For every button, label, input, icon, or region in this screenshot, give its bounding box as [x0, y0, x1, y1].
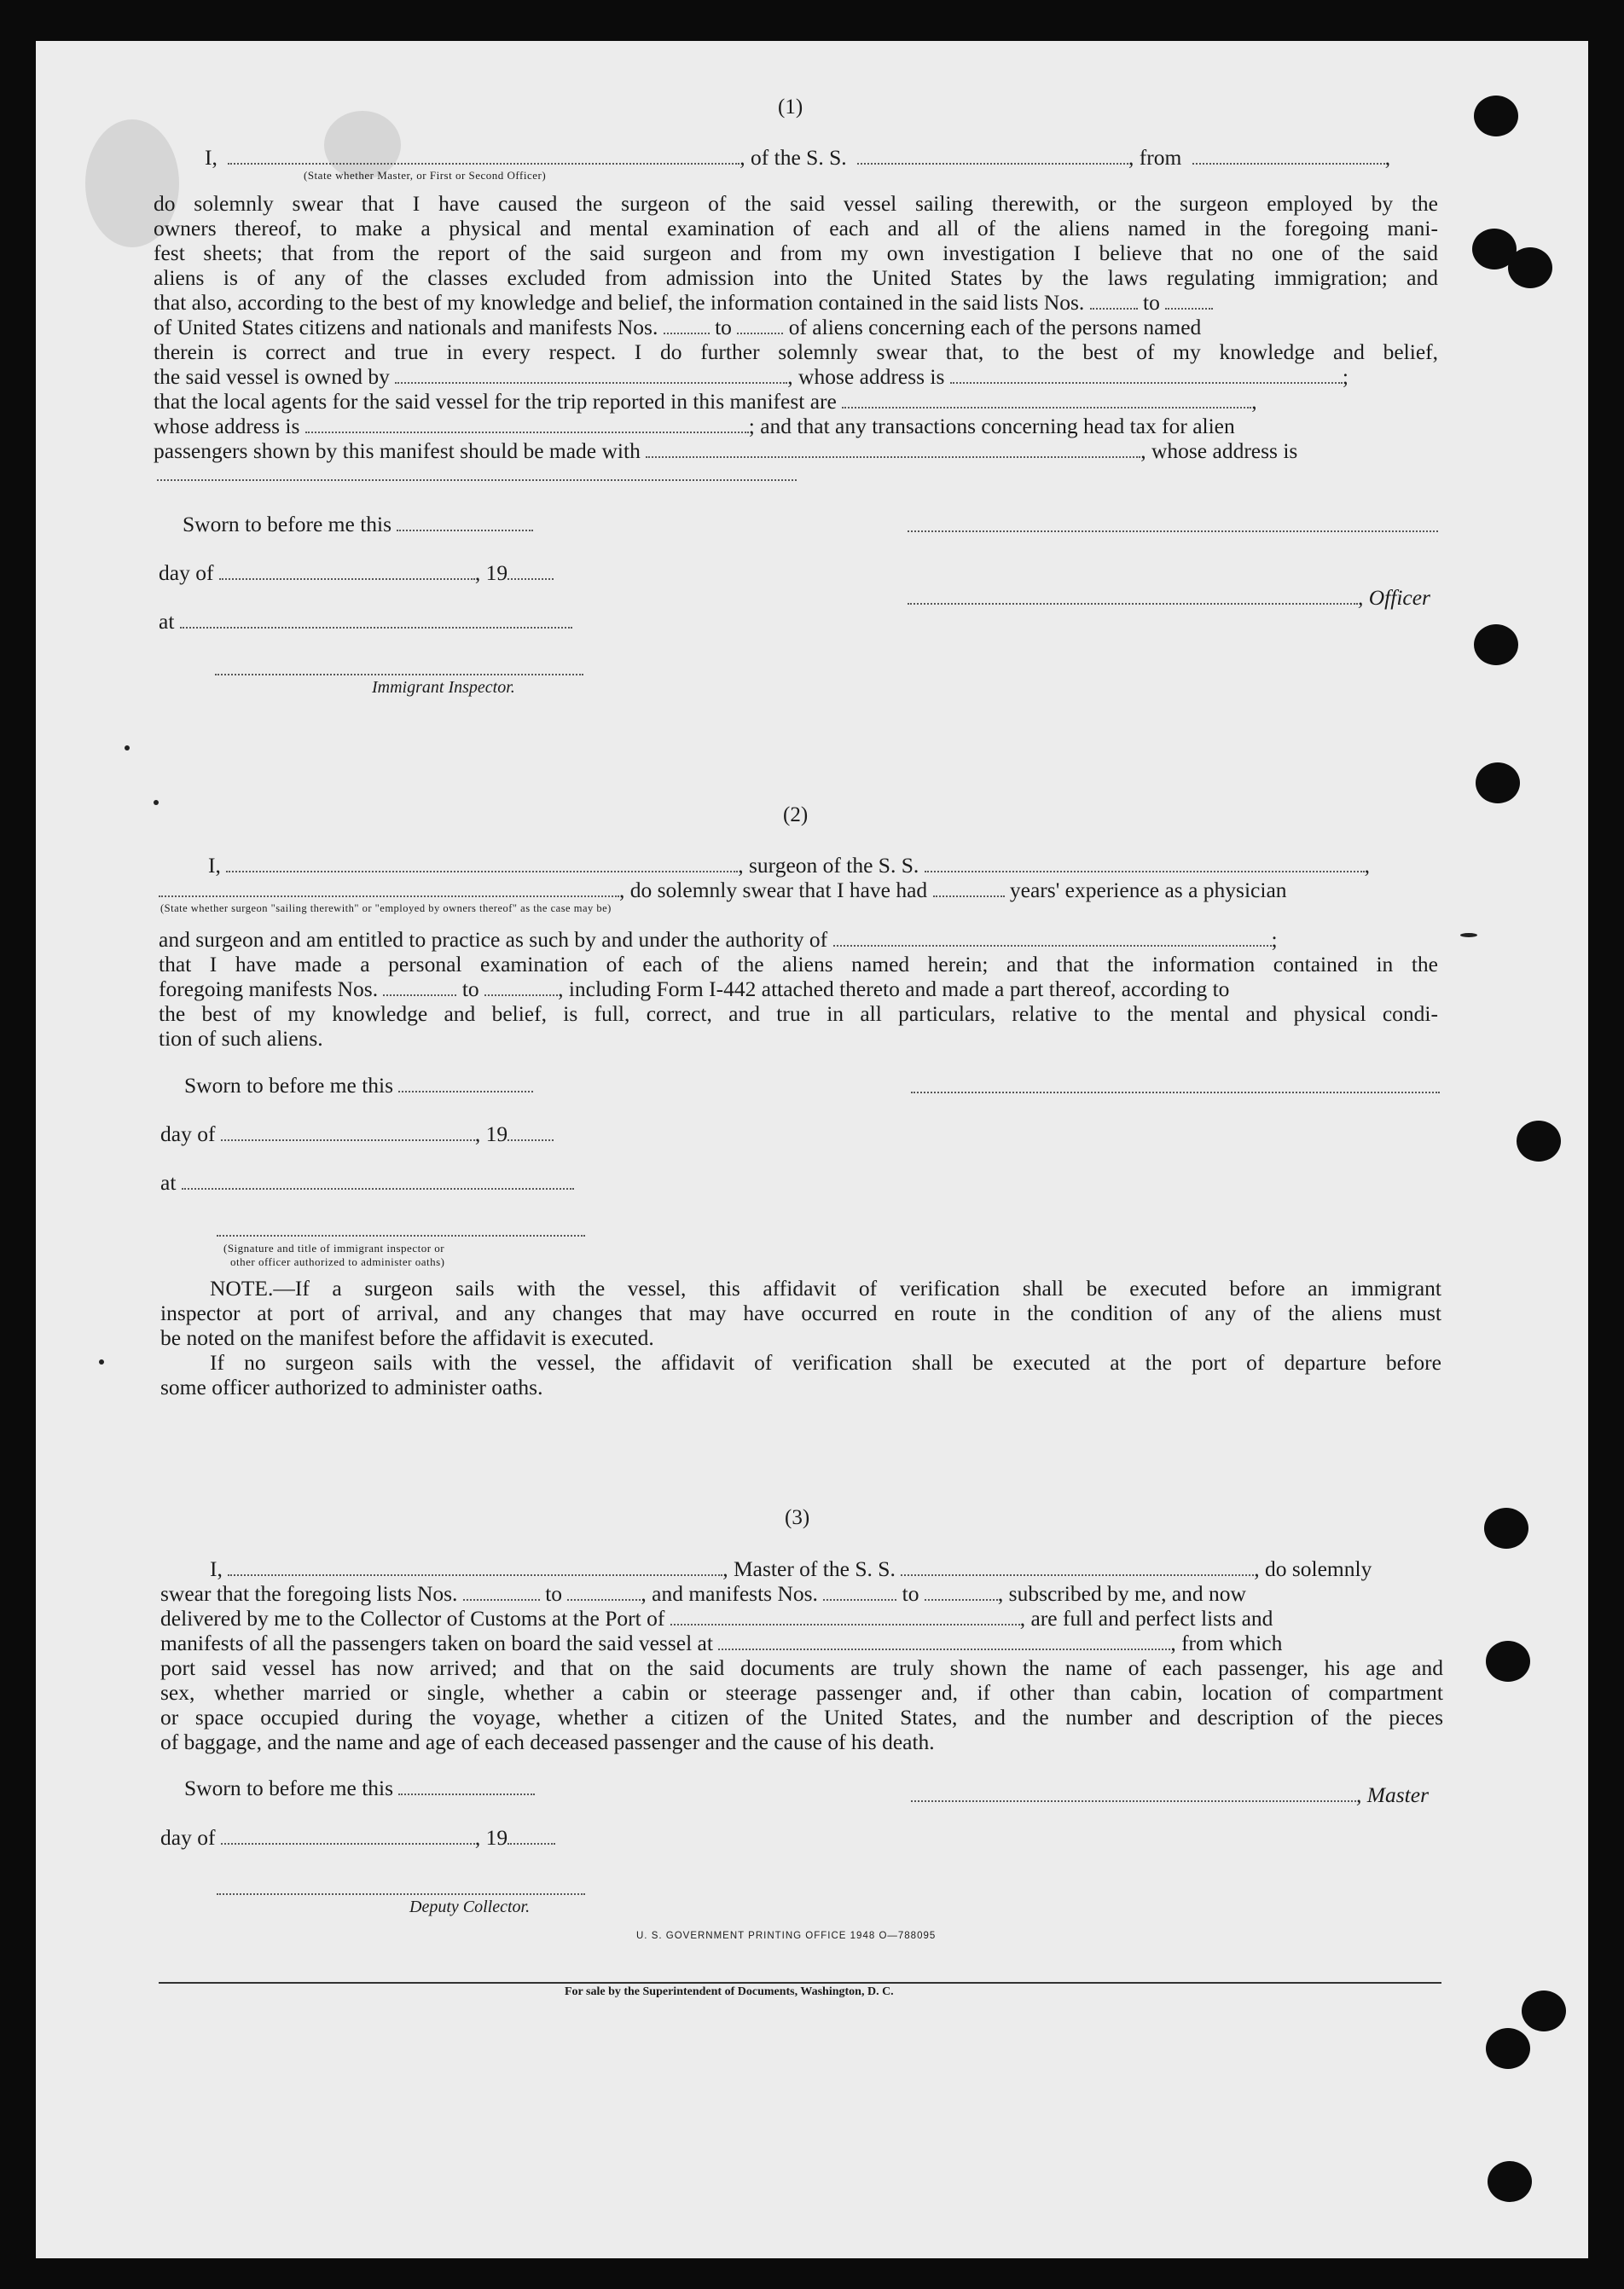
s2-signature-field[interactable]	[911, 1092, 1440, 1093]
s1-line-agents: that the local agents for the said vessel for the trip reported in this manifest are ,	[154, 389, 1257, 414]
s2-first-line: I, , surgeon of the S. S. ,	[208, 853, 1371, 878]
s3-lists-line: swear that the foregoing lists Nos. to , and manifests Nos. to , subscribed by me, and now	[160, 1581, 1246, 1606]
ink-speck	[1460, 933, 1477, 937]
s1-inspector-label: Immigrant Inspector.	[372, 678, 515, 697]
s2-line: the best of my knowledge and belief, is full, correct, and true in all particulars, relative to the mental and physical condi-	[159, 1001, 1438, 1026]
note-line: inspector at port of arrival, and any changes that may have occurred en route in the condition of any of the aliens must	[160, 1301, 1441, 1325]
s2-line: tion of such aliens.	[159, 1026, 323, 1051]
s2-manifests-line: foregoing manifests Nos. to , including Form I-442 attached thereto and made a part thereof, according to	[159, 976, 1230, 1001]
s1-line-owned: the said vessel is owned by , whose address is ;	[154, 364, 1348, 389]
s1-address-field[interactable]	[157, 479, 797, 481]
s1-line-manifests: of United States citizens and nationals and manifests Nos. to of aliens concerning each of the persons named	[154, 315, 1202, 339]
s3-line: port said vessel has now arrived; and that on the said documents are truly shown the name of each passenger, his age and	[160, 1655, 1443, 1680]
sale-notice: For sale by the Superintendent of Documents, Washington, D. C.	[565, 1985, 894, 1998]
s1-officer-hint: (State whether Master, or First or Second Officer)	[304, 169, 547, 182]
s1-dayof: day of , 19	[159, 560, 554, 585]
s3-master-line: , Master	[911, 1782, 1429, 1807]
punch-hole	[1486, 2028, 1530, 2069]
s3-board-line: manifests of all the passengers taken on board the said vessel at , from which	[160, 1631, 1283, 1655]
section-1-number: (1)	[778, 96, 803, 119]
s1-line: fest sheets; that from the report of the said surgeon and from my own investigation I believe that no one of the said	[154, 240, 1438, 265]
s1-line: do solemnly swear that I have caused the surgeon of the said vessel sailing therewith, or the surgeon employed by the	[154, 191, 1438, 216]
punch-hole	[1522, 1991, 1566, 2031]
s3-deputy-field[interactable]	[217, 1893, 585, 1895]
s2-authority-line: and surgeon and am entitled to practice as such by and under the authority of ;	[159, 927, 1278, 952]
footer-rule	[159, 1982, 1441, 1984]
s2-surgeon-hint: (State whether surgeon "sailing therewith" or "employed by owners thereof" as the case may be)	[160, 902, 612, 914]
punch-hole	[1508, 247, 1552, 288]
s1-line: therein is correct and true in every respect. I do further solemnly swear that, to the best of my knowledge and belief,	[154, 339, 1438, 364]
s3-line: or space occupied during the voyage, whether a citizen of the United States, and the number and description of the pieces	[160, 1705, 1443, 1730]
s1-line-address: whose address is ; and that any transactions concerning head tax for alien	[154, 414, 1235, 438]
s2-second-line: , do solemnly swear that I have had years' experience as a physician	[159, 878, 1438, 902]
note-line: If no surgeon sails with the vessel, the affidavit of verification shall be executed at the port of departure before	[210, 1350, 1441, 1375]
s3-dayof: day of , 19	[160, 1825, 555, 1850]
s1-signature-field[interactable]	[908, 530, 1438, 532]
s2-signature-inspector-field[interactable]	[217, 1235, 585, 1237]
note-line: be noted on the manifest before the affidavit is executed.	[160, 1325, 654, 1350]
ink-speck	[125, 745, 130, 750]
s1-first-line: I, , of the S. S. , from ,	[205, 145, 1391, 170]
punch-hole	[1474, 96, 1518, 136]
s3-line: of baggage, and the name and age of each deceased passenger and the cause of his death.	[160, 1730, 935, 1754]
s1-line: aliens is of any of the classes excluded from admission into the United States by the laws regulating immigration; and	[154, 265, 1438, 290]
punch-hole	[1474, 624, 1518, 665]
s3-line: sex, whether married or single, whether a cabin or steerage passenger and, if other than cabin, location of compartment	[160, 1680, 1443, 1705]
punch-hole	[1488, 2161, 1532, 2202]
s1-line-headtax: passengers shown by this manifest should be made with , whose address is	[154, 438, 1298, 463]
s3-sworn: Sworn to before me this	[184, 1776, 535, 1800]
s3-deputy-label: Deputy Collector.	[409, 1898, 531, 1916]
punch-hole	[1476, 762, 1520, 803]
gpo-imprint: U. S. GOVERNMENT PRINTING OFFICE 1948 O—788095	[636, 1931, 937, 1941]
s1-line: owners thereof, to make a physical and mental examination of each and all of the aliens named in the foregoing mani-	[154, 216, 1438, 240]
s3-first-line: I, , Master of the S. S. , do solemnly	[210, 1556, 1372, 1581]
note-line: some officer authorized to administer oaths.	[160, 1375, 543, 1399]
punch-hole	[1484, 1508, 1528, 1549]
section-2-number: (2)	[783, 803, 809, 826]
note-line: NOTE.—If a surgeon sails with the vessel, this affidavit of verification shall be executed before an immigrant	[210, 1276, 1441, 1301]
ink-speck	[99, 1359, 104, 1365]
s2-sig-hint-1: (Signature and title of immigrant inspector or	[223, 1242, 445, 1255]
section-3-number: (3)	[785, 1506, 810, 1529]
s2-sig-hint-2: other officer authorized to administer oaths)	[230, 1255, 445, 1268]
s1-line-lists: that also, according to the best of my knowledge and belief, the information contained in the said lists Nos. to	[154, 290, 1438, 315]
s2-line: that I have made a personal examination of each of the aliens named herein; and that the information contained in the	[159, 952, 1438, 976]
s2-sworn: Sworn to before me this	[184, 1073, 533, 1098]
s1-sworn: Sworn to before me this	[183, 512, 533, 536]
s1-officer-line: , Officer	[908, 585, 1430, 610]
s1-at: at	[159, 609, 572, 634]
s2-dayof: day of , 19	[160, 1121, 554, 1146]
s3-port-line: delivered by me to the Collector of Customs at the Port of , are full and perfect lists and	[160, 1606, 1273, 1631]
punch-hole	[1517, 1121, 1561, 1162]
s2-at: at	[160, 1170, 574, 1195]
punch-hole	[1486, 1641, 1530, 1682]
ink-speck	[154, 800, 159, 805]
